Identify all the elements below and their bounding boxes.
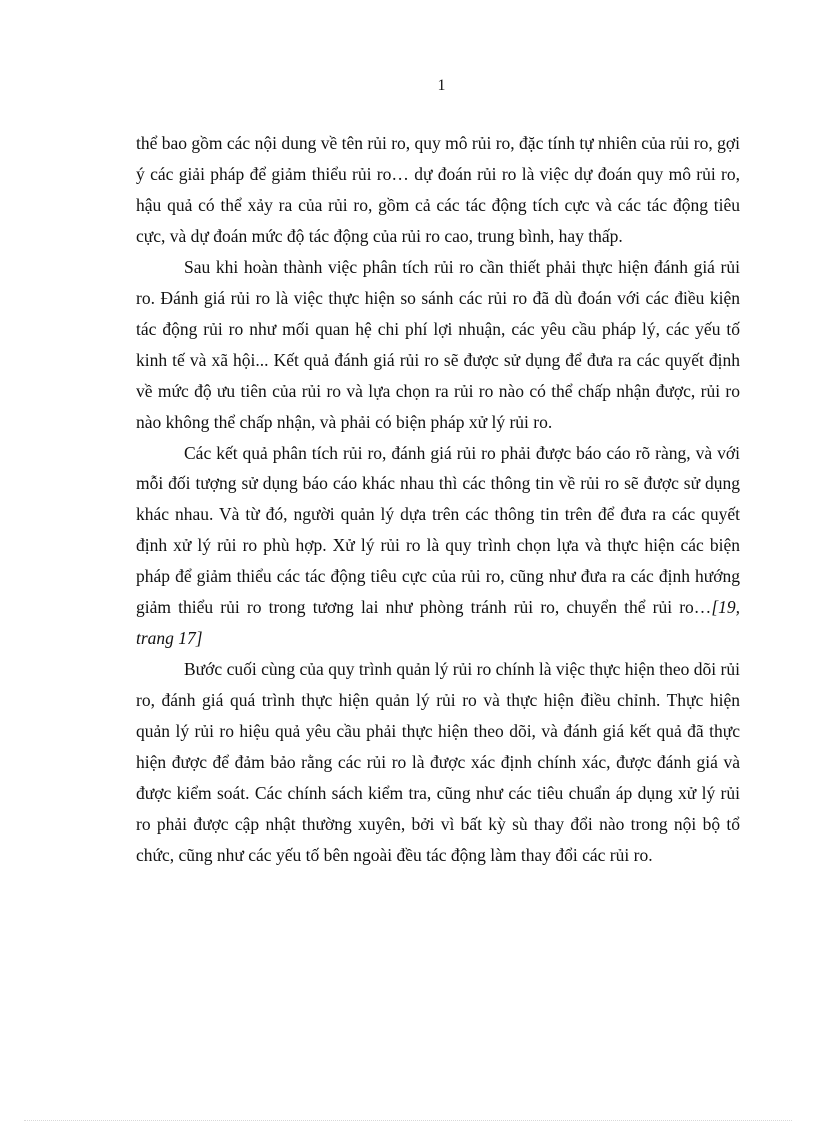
page-number: 1 (437, 77, 446, 94)
paragraph-risk-monitoring: Bước cuối cùng của quy trình quản lý rủi ro chính là việc thực hiện theo dõi rủi ro, đánh giá quá trình thực hiện quản lý rủi ro và thực hiện điều chỉnh. Thực hiện quản lý rủi ro hiệu quả yêu cầu phải thực hiện theo dõi, và đánh giá kết quả đã thực hiện được để đảm bảo rằng các rủi ro là được xác định chính xác, được đánh giá và được kiểm soát. Các chính sách kiểm tra, cũng như các tiêu chuẩn áp dụng xử lý rủi ro phải được cập nhật thường xuyên, bởi vì bất kỳ sù thay đổi nào trong nội bộ tổ chức, cũng như các yếu tố bên ngoài đều tác động làm thay đổi các rủi ro. (136, 659, 740, 865)
page-bottom-divider (24, 1120, 792, 1121)
document-body (136, 128, 740, 871)
paragraph-risk-treatment-text: Các kết quả phân tích rủi ro, đánh giá rủi ro phải được báo cáo rõ ràng, và với mỗi đối tượng sử dụng báo cáo khác nhau thì các thông tin về rủi ro sẽ được sử dụng khác nhau. Và từ đó, người quản lý dựa trên các thông tin trên để đưa ra các quyết định xử lý rủi ro phù hợp. Xử lý rủi ro là quy trình chọn lựa và thực hiện các biện pháp để giảm thiểu các tác động tiêu cực của rủi ro, cũng như đưa ra các định hướng giảm thiểu rủi ro trong tương lai như phòng tránh rủi ro, chuyển thể rủi ro… (136, 442, 740, 618)
paragraph-risk-assessment: Sau khi hoàn thành việc phân tích rủi ro cần thiết phải thực hiện đánh giá rủi ro. Đánh giá rủi ro là việc thực hiện so sánh các rủi ro đã dù đoán với các điều kiện tác động rủi ro như mối quan hệ chi phí lợi nhuận, các yêu cầu pháp lý, các yếu tố kinh tế và xã hội... Kết quả đánh giá rủi ro sẽ được sử dụng để đưa ra các quyết định về mức độ ưu tiên của rủi ro và lựa chọn ra rủi ro nào có thể chấp nhận được, rủi ro nào không thể chấp nhận, và phải có biện pháp xử lý rủi ro. (136, 256, 740, 432)
citation-reference: [19, trang 17] (136, 597, 740, 649)
paragraph-risk-treatment (136, 438, 740, 655)
paragraph-continued: thể bao gồm các nội dung về tên rủi ro, quy mô rủi ro, đặc tính tự nhiên của rủi ro, gợi ý các giải pháp để giảm thiểu rủi ro… dự đoán rủi ro là việc dự đoán quy mô rủi ro, hậu quả có thể xảy ra của rủi ro, gồm cả các tác động tích cực và các tác động tiêu cực, và dự đoán mức độ tác động của rủi ro cao, trung bình, hay thấp. (136, 133, 740, 246)
